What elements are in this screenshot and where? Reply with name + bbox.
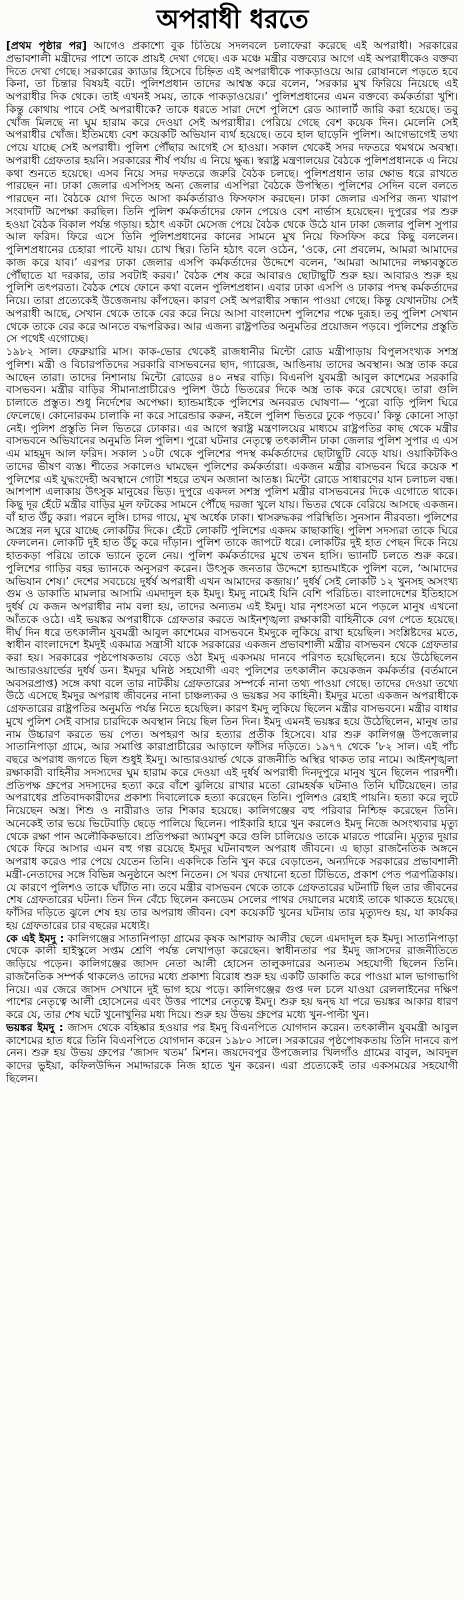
article-body xyxy=(6,40,458,1592)
paragraph-text: কালিগঞ্জের সাতানিপাড়া গ্রামের কৃষক আশরাফ আলীর ছেলে এমদাদুল হক ইমদু। সাতানিপাড়া থেকে কালী হাইস্কুলে সপ্তম শ্রেণি পর্যন্ত লেখাপড়া করেছেন। স্বাধীনতার পর ইমদু জাসদের রাজনীতিতে জড়িয়ে পড়েন। কালিগঞ্জের জাসদ নেতা আলী হোসেন তালুকদারের অন্যতম সহযোগী ছিলেন তিনি। রাজনৈতিক সম্পর্ক থাকলেও তাদের মধ্যে প্রকাশ্য বিরোধ শুরু হয় একটি ডাকাতি করে পাওয়া মাল ভাগাভাগি নিয়ে। এর জেরে জাসদ সেখানে দুই ভাগ হয়ে পড়ে। কালিগঞ্জের গুপ্ত দল চলে যাওয়া রেললাইনের দক্ষিণ পাশের নেতৃত্বে আলী হোসেনের এবং উত্তর পাশের নেতৃত্বে ইমদু। শুরু হয় দ্বন্দ্ব যা পরে ভয়ঙ্কর আকার ধারণ করে যে, তার শেষ ঘটে খুনোখুনির মধ্য দিয়ে। শুরু হয় উভয় গ্রুপের মধ্যে খুন-পাল্টা খুন। xyxy=(6,932,458,1021)
article-paragraph: ১৯৮২ সাল। ফেব্রুয়ারি মাস। কাক-ভোর থেকেই রাজধানীর মিন্টো রোড মন্ত্রীপাড়ায় বিপুলসংখ্যক সশস্ত্র পুলিশ। মন্ত্রী ও বিচারপতিদের সরকারি বাসভবনের ছাদ, গ্যারেজ, আঙিনায় তাদের অবস্থান। অস্ত্র তাক করে আছেন তারা। তাদের নিশানায় মিন্টো রোডের ৪০ নম্বর বাড়ি। বিএনপি যুবমন্ত্রী আবুল কাশেমের সরকারি বাসভবন। মন্ত্রীর বাড়ির সীমানাপ্রাচীরেও পুলিশ উঠে ভিতরের দিকে অস্ত্র তাক করে রেখেছে। তারা গুলি চালাতে প্রস্তুত। শুধু নির্দেশের অপেক্ষা। হ্যান্ডমাইকে পুলিশের অনবরত ঘোষণা— ‘পুরো বাড়ি পুলিশ ঘিরে ফেলেছে। কোনোরকম চালাকি না করে সারেন্ডার করুন, নইলে পুলিশ ভিতরে ঢুকে পড়বে।’ কিন্তু কোনো সাড়া নেই। পুলিশ প্রস্তুতি নিল ভিতরে ঢোকার। এর আগে স্বরাষ্ট্র মন্ত্রণালয়ের মাধ্যমে রাষ্ট্রপতির কাছ থেকে মন্ত্রীর বাসভবনে অভিযানের অনুমতি নিল পুলিশ। পুরো ঘটনার নেতৃত্বে তৎকালীন ঢাকা জেলার পুলিশ সুপার এ এস এম মাহমুদ আল ফরিদ। সকাল ১০টা থেকে পুলিশের পদস্থ কর্মকর্তাদের ছোটাছুটি বেড়ে যায়। ওয়াকিটকিও তাদের ভীষণ ব্যস্ত। শীতের সকালেও ঘামছেন পুলিশের কর্মকর্তারা। একজন মন্ত্রীর বাসভবন ঘিরে কয়েক শ পুলিশের এই যুদ্ধংদেহী অবস্থানে গোটা শহরে তখন অজানা আতঙ্ক। মিন্টো রোডে সাধারণের যান চলাচল বন্ধ। আশপাশ এলাকায় উৎসুক মানুষের ভিড়। দুপুরে একদল সশস্ত্র পুলিশ মন্ত্রীর বাসভবনের দিকে এগোতে থাকে। কিছু দূর হেঁটে মন্ত্রীর বাড়ির মূল ফটকের সামনে পৌঁছে দরজা খুলে যায়। ভিতর থেকে বেরিয়ে আসছে একজন। বাঁ হাত উঁচু করা। পরনে লুঙ্গি। চাদর গায়ে, মুখ অর্ধেক ঢাকা। শ্বাসরুদ্ধকর পরিস্থিতি। সুনসান নীরবতা। পুলিশের অস্ত্রের নল ঘুরে যাচ্ছে লোকটির দিকে। হেঁটে লোকটি পুলিশের একদম কাছাকাছি। পুলিশ সদস্যরা তাকে ঘিরে ফেললেন। লোকটি দুই হাত উঁচু করে দাঁড়ান। পুলিশ তাকে জাপটে ধরে। লোকটির দুই হাত পেছন দিকে নিয়ে হাতকড়া পরিয়ে তাকে ভ্যানে তুলে নেয়। পুলিশ কর্মকর্তাদের মুখে তখন হাসি। ভ্যানটি চলতে শুরু করে। পুলিশের গাড়ির বহর ভ্যানকে অনুসরণ করেন। উৎসুক জনতার উদ্দেশে হ্যান্ডমাইকে পুলিশ বলে, ‘আমাদের অভিযান শেষ।’ দেশের সবচেয়ে দুর্ধর্ষ অপরাধী এখন আমাদের কব্জায়।’ দুর্ধর্ষ সেই লোকটি ১২ খুনসহ অসংখ্য গুম ও ডাকাতি মামলার আসামি এমদাদুল হক ইমদু। ইমদু নামেই যিনি বেশি পরিচিত। বাংলাদেশের ইতিহাসে দুর্ধর্ষ যে কজন অপরাধীর নাম বলা হয়, তাদের অন্যতম এই ইমদু। যার নৃশংসতা মনে পড়লে মানুষ এখনো আঁতকে ওঠে। এই ভয়ঙ্কর অপরাধীকে গ্রেফতার করতে আইনশৃঙ্খলা রক্ষাকারী বাহিনীকে বেগ পেতে হয়েছে। দীর্ঘ দিন ধরে তৎকালীন যুবমন্ত্রী আবুল কাশেমের বাসভবনে ইমদুকে লুকিয়ে রাখা হয়েছিল। সংশ্লিষ্টদের মতে, স্বাধীন বাংলাদেশে ইমদুই একমাত্র সন্ত্রাসী যাকে সরকারের একজন প্রভাবশালী মন্ত্রীর বাসভবন থেকে গ্রেফতার করা হয়। সরকারের পৃষ্ঠপোষকতায় বেড়ে ওঠা ইমদু একসময় দানবে পরিণত হয়েছিলেন। হয়ে উঠেছিলেন আন্ডারওয়ার্ল্ডের দুর্ধর্ষ ডন। ইমদুর ঘনিষ্ঠ সহযোগী এবং পুলিশের তৎকালীন কয়েকজন কর্মকর্তার (বর্তমানে অবসরপ্রাপ্ত) সঙ্গে কথা বলে তার নাটকীয় গ্রেফতারের সম্পর্কে নানা তথ্য পাওয়া গেছে। তাদের দেওয়া তথ্যে উঠে এসেছে ইমদুর অপরাধ জীবনের নানা চাঞ্চল্যকর ও ভয়ঙ্কর সব কাহিনী। ইমদুর মতো একজন অপরাধীকে গ্রেফতারের রাষ্ট্রপতির অনুমতি পর্যন্ত নিতে হয়েছিল। কারণ ইমদু লুকিয়ে ছিলেন মন্ত্রীর বাসভবনে। মন্ত্রীর বাধার মুখে পুলিশ সেই বাসার চারদিকে অবস্থান নিয়ে ছিল তিন দিন। ইমদু এমনই ভয়ঙ্কর হয়ে উঠেছিলেন, মানুষ তার নাম উচ্চারণ করতে ভয় পেত। অপহরণ আর হত্যার প্রতীক হিসেবে। যার শুরু কালিগঞ্জ উপজেলার সাতানিপাড়া গ্রামে, আর সমাপ্তি কারাপ্রাচীরের আড়ালে ফাঁসির দড়িতে। ১৯৭৭ থেকে ’৮২ সাল। এই পাঁচ বছরে অপরাধ জগতে ছিল শুধুই ইমদু। আন্ডারওয়ার্ল্ড থেকে রাজনীতি অস্থির থাকত তার নামে। আইনশৃঙ্খলা রক্ষাকারী বাহিনীর সদস্যদের ঘুম হারাম করে দেওয়া এই দুর্ধর্ষ অপরাধী দিনদুপুরে মানুষ খুনে ছিলেন পারদর্শী। প্রতিপক্ষ গ্রুপের সদস্যদের হত্যা করে বাঁশে ঝুলিয়ে রাখার মতো রোমহর্ষক ঘটনাও তিনি ঘটিয়েছেন। তার অপরাধের প্রতিবাদকারীদের প্রকাশ্য দিবালোকে হত্যা করেছেন তিনি। পুলিশও রেহাই পায়নি। হত্যা করে লুটে নিয়েছেন অস্ত্র। শিশু ও নারীরাও তার শিকার হয়েছে। কালিগঞ্জের বহু পরিবার নিশ্চিহ্ন করেছেন তিনি। অনেকেই তার ভয়ে ভিটেবাড়ি ছেড়ে পালিয়ে ছিলেন। পাইকারি হারে খুন করলেও ইমদু নিজে অসংখ্যবার মৃত্যু থেকে রক্ষা পান অলৌকিকভাবে। প্রতিপক্ষরা অ্যামবুশ করে গুলি চালিয়েও তাকে মারতে পারেনি। মৃত্যুর দুয়ার থেকে ফিরে আসার এমন বহু গল্প রয়েছে ইমদুর ঘটনাবহুল অপরাধ জীবনে। এ ছাড়া রাজনৈতিক অঙ্গনে অপরাধ করেও পার পেয়ে যেতেন তিনি। একদিকে তিনি খুন করে বেড়াতেন, অন্যদিকে সরকারের প্রভাবশালী মন্ত্রী-নেতাদের সঙ্গে বিভিন্ন অনুষ্ঠানে অংশ নিতেন। সে খবর দেখানো হতো টিভিতে, প্রকাশ পেত পত্রপত্রিকায়। যে কারণে পুলিশও তাকে ঘাঁটাত না। তবে মন্ত্রীর বাসভবন থেকে তাকে গ্রেফতারের ঘটনাটি ছিল তার জীবনের শেষ গ্রেফতারের ঘটনা। তিন দিন বেঁচে ছিলেন কনডেম সেলের পাথর দেয়ালের মধ্যেই তাকে থাকতে হয়েছে। ফাঁসির দড়িতে ঝুলে শেষ হয় তার অপরাধ জীবন। বেশ কয়েকটি খুনের ঘটনায় তার মৃত্যুদণ্ড হয়, যা কার্যকর হয় গ্রেফতারের চার বছরের মধ্যেই। xyxy=(6,346,458,932)
subheading-who-is-imdu: কে এই ইমদু : xyxy=(6,932,65,945)
article-paragraph xyxy=(6,933,458,1022)
article-paragraph xyxy=(6,1022,458,1086)
subheading-dangerous-imdu: ভয়ঙ্কর ইমদু : xyxy=(6,1021,64,1034)
article-headline: অপরাধী ধরতে xyxy=(156,5,309,35)
paragraph-text: আগেও প্রকাশ্যে বুক চিতিয়ে সদলবলে চলাফেরা করেছে এই অপরাধী। সরকারের প্রভাবশালী মন্ত্রীদের পাশে তাকে প্রায়ই দেখা গেছে। এক মঞ্চে মন্ত্রীর বক্তব্যের আগে এই অপরাধীকেও বক্তব্য দিতে দেখা গেছে। সরকারের ক্যাডার হিসেবে চিহ্নিত এই অপরাধীকে পাকড়াওয়ে আর রোষানলে পড়তে হবে কিনা, তা চিন্তার বিষয়ই বটে। পুলিশপ্রধান তাদের আশ্বস্ত করে বলেন, ‘সরকার মুখ ফিরিয়ে নিয়েছে এই অপরাধীর দিক থেকে। তাই এখনই সময়, তাকে পাকড়াওয়ের।’ পুলিশপ্রধানের এমন বক্তব্যে কর্মকর্তারা খুশি। কিন্তু কোথায় পাবে সেই অপরাধীকে? তাকে ধরতে সারা দেশে পুলিশে রেড অ্যালার্ট জারি করা হয়েছে। তবু খোঁজ মিলছে না ঘুম হারাম করে দেওয়া সেই অপরাধীর। পেরিয়ে গেছে বেশ কয়েক দিন। মেলেনি সেই অপরাধীর খোঁজ। ইতিমধ্যে বেশ কয়েকটি অভিযান ব্যর্থ হয়েছে। তবে হাল ছাড়েনি পুলিশ। আগেভাগেই তথ্য পেয়ে যাচ্ছে সেই অপরাধী। পুলিশ পৌঁছার আগেই সে হাওয়া। সকাল থেকেই সদর দফতরে থমথমে অবস্থা। অপরাধী গ্রেফতার হয়নি। সরকারের শীর্ষ পর্যায় এ নিয়ে ক্ষুব্ধ। স্বরাষ্ট্র মন্ত্রণালয়ের বৈঠকে পুলিশপ্রধানকে এ নিয়ে কথা শুনতে হয়েছে। এসব নিয়ে সদর দফতরে জরুরি বৈঠক চলছে। পুলিশপ্রধান তার ক্ষোভ ধরে রাখতে পারছেন না। ঢাকা জেলার এসপিসহ অন্য জেলার এসপিরা বৈঠকে উপস্থিত। পুলিশের সেদিন বলে বলতে পারছেন না। বৈঠকে যোগ দিতে আসা কর্মকর্তারাও ফিসফাস করছেন। ঢাকা জেলার এসপির জন্য খারাপ সংবাদটি অপেক্ষা করছিল। তিনি পুলিশ কর্মকর্তাদের ফোন পেয়েও বেশ নার্ভাস হয়েছেন। দুপুরের পর শুরু হওয়া বৈঠক বিকাল পর্যন্ত গড়ায়। হঠাৎ একটা মেসেজ পেয়ে বৈঠক থেকে উঠে যান ঢাকা জেলার পুলিশ সুপার আল ফরিদ। ফিরে এসে তিনি পুলিশপ্রধানের কানের সামনে মুখ নিয়ে ফিসফিস করে কিছু বললেন। পুলিশপ্রধানের চেহারা পাল্টে যায়। চোখ স্থির। তিনি হঠাৎ বলে ওঠেন, ‘ওকে, নো প্রবলেম, আমরা আমাদের কাজ করে যাব।’ এরপর ঢাকা জেলার এসপি কর্মকর্তাদের উদ্দেশে বলেন, ‘আমরা আমাদের লক্ষ্যবস্তুতে পৌঁছাতে যা দরকার, তার সবটাই করব।’ বৈঠক শেষ করে আবারও ছোটাছুটি শুরু হয়। আবারও শুরু হয় পুলিশি তৎপরতা। বৈঠক শেষে ফোনে কথা বলেন পুলিশপ্রধান। এবার ঢাকা এসপি ও ঢাকার পদস্থ কর্মকর্তাদের নিয়ে। তারা প্রত্যেকেই উত্তেজনায় কাঁপছেন। কারণ সেই অপরাধীর সন্ধান পাওয়া গেছে। কিন্তু যেখানটায় সেই অপরাধী আছে, সেখান থেকে তাকে বের করে নিয়ে আসা বাংলাদেশ পুলিশের পক্ষে দুরূহ। তবু পুলিশ সেখান থেকে তাকে বের করে আনতে বদ্ধপরিকর। আর এজন্য রাষ্ট্রপতির অনুমতির প্রয়োজন পড়বে। পুলিশের প্রস্তুতি সে পথেই এগোচ্ছে। xyxy=(6,40,458,346)
article-paragraph xyxy=(6,40,458,346)
continuation-label: [প্রথম পৃষ্ঠার পর] xyxy=(6,40,87,52)
paragraph-text: জাসদ থেকে বহিষ্কার হওয়ার পর ইমদু বিএনপিতে যোগদান করেন। তৎকালীন যুবমন্ত্রী আবুল কাশেমের হাত ধরে তিনি বিএনপিতে যোগদান করেন ১৯৮০ সালে। সরকারের পৃষ্ঠপোষকতায় তিনি দানবে রূপ নেন। শুরু হয় উভয় গ্রুপের ‘জাসদ খতম’ মিশন। জয়দেবপুর উপজেলার খিলগাঁও গ্রামের বাবুল, আবদুল কাদের ভুইয়া, কফিলউদ্দিন সমাদ্দারকে নিজ হাতে খুন করেন। এরা প্রত্যেকেই তার একসময়ের সহযোগী ছিলেন। xyxy=(6,1021,458,1085)
